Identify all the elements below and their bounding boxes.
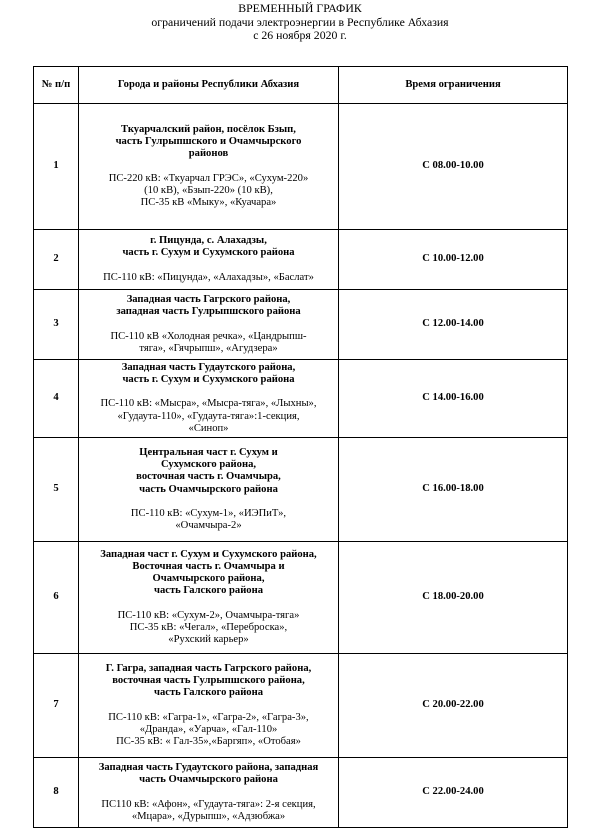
cell-spacer: [81, 319, 336, 331]
row-number: 2: [34, 230, 79, 290]
substation-line: ПС110 кВ: «Афон», «Гудаута-тяга»: 2-я секция,: [101, 798, 316, 810]
substation-line: ПС-35 кВ: « Гал-35»,«Баргяп», «Отобая»: [116, 735, 301, 747]
document-subtitle: ограничений подачи электроэнергии в Республике Абхазия: [151, 14, 449, 29]
area-line: Западная часть Гудаутского района, западная: [98, 762, 319, 774]
cell-spacer: [81, 787, 336, 799]
restriction-time: С 18.00-20.00: [339, 542, 568, 654]
cell-spacer: [81, 260, 336, 272]
cell-spacer: [81, 496, 336, 508]
document-date: с 26 ноября 2020 г.: [253, 28, 347, 42]
row-number: 1: [34, 104, 79, 230]
area-line: часть Очамчырского района: [139, 483, 278, 495]
area-line: Восточная часть г. Очамчыра и: [132, 561, 285, 573]
schedule-table: [33, 66, 568, 828]
restriction-time: С 22.00-24.00: [339, 758, 568, 828]
substation-line: ПС-110 кВ: «Мысра», «Мысра-тяга», «Лыхны»,: [100, 398, 317, 410]
cell-spacer: [81, 161, 336, 173]
table-row: [34, 654, 568, 758]
areas-cell: [79, 758, 339, 828]
schedule-table-body: [34, 104, 568, 828]
column-header-number: № п/п: [34, 67, 79, 104]
row-number: 5: [34, 438, 79, 542]
table-row: [34, 438, 568, 542]
area-line: Западная част г. Сухум и Сухумского района,: [100, 549, 317, 561]
restriction-time: С 12.00-14.00: [339, 290, 568, 360]
area-line: Западная часть Гудаутского района,: [121, 362, 296, 374]
substation-line: ПС-110 кВ «Холодная речка», «Цандрыпш-: [110, 330, 307, 342]
substation-line: «Гудаута-110», «Гудаута-тяга»:1-секция,: [117, 410, 300, 422]
table-row: [34, 104, 568, 230]
column-header-areas: Города и районы Республики Абхазия: [79, 67, 339, 104]
substation-line: тяга», «Гячрыпш», «Агудзера»: [139, 342, 278, 354]
restriction-time: С 16.00-18.00: [339, 438, 568, 542]
cell-spacer: [81, 598, 336, 610]
area-line: восточная часть Гулрыпшского района,: [112, 675, 305, 687]
row-number: 6: [34, 542, 79, 654]
table-header-row: [34, 67, 568, 104]
substation-line: ПС-35 кВ: «Чегал», «Переброска»,: [129, 621, 288, 633]
area-line: г. Пицунда, с. Алахадзы,: [150, 235, 267, 247]
area-line: часть г. Сухум и Сухумского района: [122, 247, 295, 259]
areas-cell: [79, 230, 339, 290]
row-number: 7: [34, 654, 79, 758]
areas-cell: [79, 438, 339, 542]
cell-spacer: [81, 386, 336, 398]
table-row: [34, 290, 568, 360]
area-line: Западная часть Гагрского района,: [126, 294, 291, 306]
area-line: Сухумского района,: [160, 459, 257, 471]
restriction-time: С 20.00-22.00: [339, 654, 568, 758]
table-row: [34, 758, 568, 828]
area-line: районов: [188, 148, 229, 160]
substation-line: (10 кВ), «Бзып-220» (10 кВ),: [144, 184, 273, 196]
substation-line: «Мцара», «Дурыпш», «Адзюбжа»: [131, 810, 286, 822]
area-line: часть Гулрыпшского и Очамчырского: [115, 136, 302, 148]
areas-cell: [79, 360, 339, 438]
area-line: восточная часть г. Очамчыра,: [136, 471, 281, 483]
substation-line: ПС-110 кВ: «Сухум-1», «ИЭПиТ»,: [130, 507, 287, 519]
substation-line: «Синоп»: [188, 422, 229, 434]
area-line: Центральная част г. Сухум и: [139, 447, 278, 459]
areas-cell: [79, 542, 339, 654]
area-line: Г. Гагра, западная часть Гагрского района,: [105, 663, 312, 675]
row-number: 3: [34, 290, 79, 360]
substation-line: ПС-110 кВ: «Пицунда», «Алахадзы», «Баслат»: [103, 271, 314, 283]
table-row: [34, 360, 568, 438]
table-row: [34, 542, 568, 654]
substation-line: «Рухский карьер»: [168, 633, 249, 645]
cell-spacer: [81, 700, 336, 712]
areas-cell: [79, 104, 339, 230]
substation-line: ПС-35 кВ «Мыку», «Куачара»: [140, 196, 277, 208]
document-header: [0, 2, 600, 43]
row-number: 4: [34, 360, 79, 438]
substation-line: ПС-110 кВ: «Сухум-2», Очамчыра-тяга»: [117, 609, 300, 621]
restriction-time: С 14.00-16.00: [339, 360, 568, 438]
area-line: западная часть Гулрыпшского района: [116, 306, 301, 318]
restriction-time: С 10.00-12.00: [339, 230, 568, 290]
areas-cell: [79, 290, 339, 360]
area-line: Очамчырского района,: [152, 573, 265, 585]
area-line: часть Очамчырского района: [139, 774, 278, 786]
document-title: ВРЕМЕННЫЙ ГРАФИК: [238, 1, 362, 15]
restriction-time: С 08.00-10.00: [339, 104, 568, 230]
column-header-time: Время ограничения: [339, 67, 568, 104]
area-line: Ткуарчалский район, посёлок Бзып,: [121, 124, 296, 136]
substation-line: ПС-220 кВ: «Ткуарчал ГРЭС», «Сухум-220»: [108, 172, 309, 184]
substation-line: «Очамчыра-2»: [175, 519, 242, 531]
table-row: [34, 230, 568, 290]
area-line: часть Галского района: [153, 687, 263, 699]
substation-line: ПС-110 кВ: «Гагра-1», «Гагра-2», «Гагра-3»,: [108, 711, 309, 723]
area-line: часть г. Сухум и Сухумского района: [122, 374, 295, 386]
area-line: часть Галского района: [153, 585, 263, 597]
areas-cell: [79, 654, 339, 758]
substation-line: «Дранда», «Уарча», «Гал-110»: [139, 723, 278, 735]
row-number: 8: [34, 758, 79, 828]
